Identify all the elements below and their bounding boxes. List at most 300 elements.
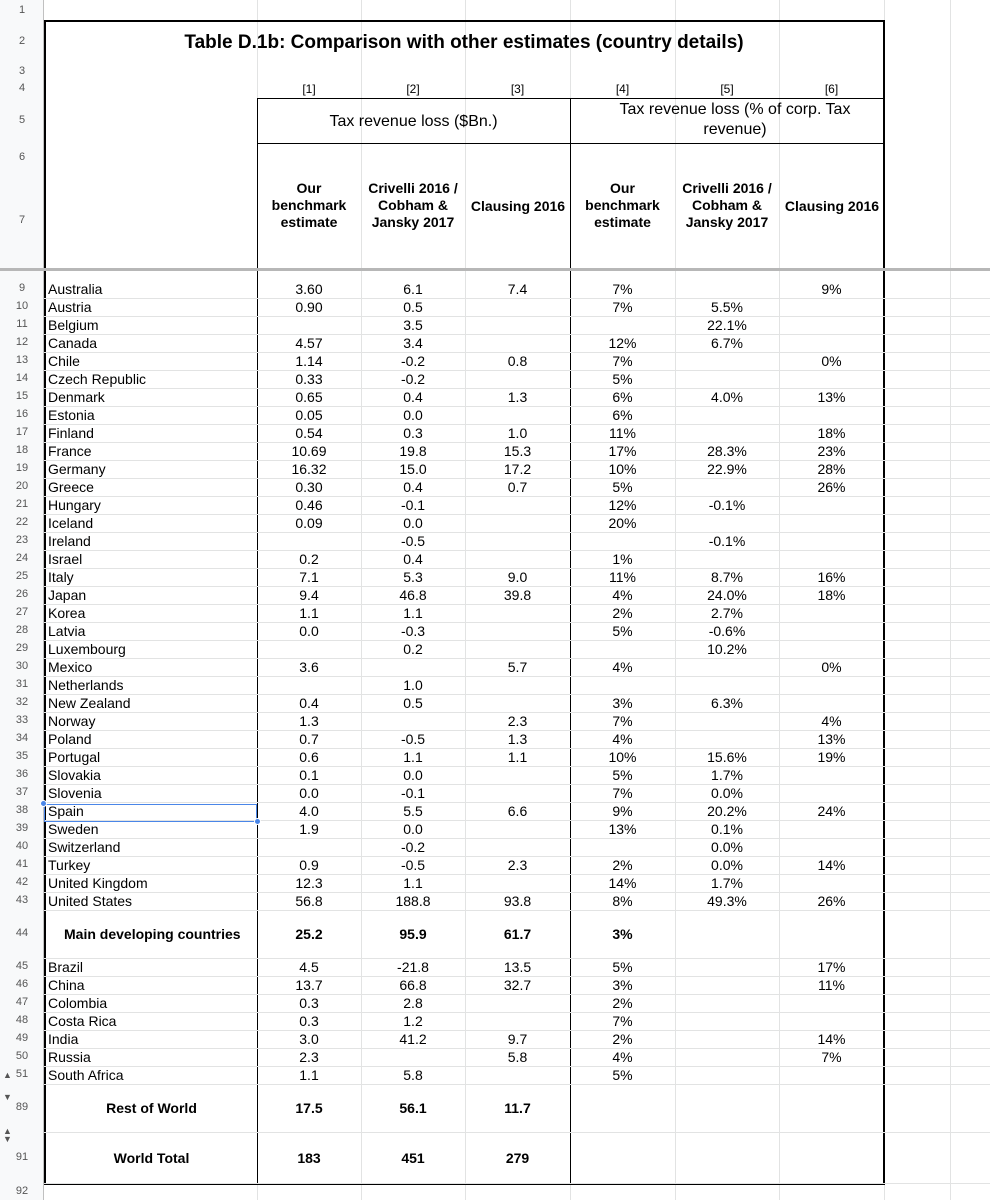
table-cell[interactable]: 22.9% <box>707 461 747 477</box>
table-cell[interactable]: 451 <box>401 1149 425 1166</box>
row-label[interactable]: Hungary <box>48 497 101 513</box>
grid-line <box>44 370 990 371</box>
table-cell[interactable]: -0.1% <box>708 533 746 549</box>
collapse-rows-icon[interactable]: ▲ <box>3 1070 12 1080</box>
table-cell[interactable]: 20% <box>608 515 637 531</box>
table-cell[interactable]: 0.65 <box>295 389 323 405</box>
table-cell[interactable]: -0.6% <box>708 623 746 639</box>
table-cell[interactable]: 2% <box>612 995 633 1011</box>
row-number[interactable]: 49 <box>15 1032 29 1044</box>
row-label[interactable]: Poland <box>48 731 92 747</box>
table-cell[interactable]: 5% <box>612 623 633 639</box>
table-cell[interactable]: 0.0 <box>403 407 423 423</box>
row-number[interactable]: 51 <box>15 1068 29 1080</box>
table-cell[interactable]: 3% <box>612 695 633 711</box>
table-cell[interactable]: -0.3 <box>400 623 426 639</box>
row-number[interactable]: 23 <box>15 534 29 546</box>
row-label[interactable]: Israel <box>48 551 83 567</box>
row-label[interactable]: Netherlands <box>48 677 124 693</box>
table-cell[interactable]: 3.5 <box>403 317 423 333</box>
row-label[interactable]: South Africa <box>48 1067 124 1083</box>
row-number[interactable]: 33 <box>15 714 29 726</box>
table-cell[interactable]: 0.3 <box>299 995 319 1011</box>
table-cell[interactable]: 0.46 <box>295 497 323 513</box>
table-cell[interactable]: 1.1 <box>507 749 528 765</box>
row-label[interactable]: World Total <box>113 1149 190 1166</box>
row-number[interactable]: 20 <box>15 480 29 492</box>
table-cell[interactable]: 0.5 <box>403 299 423 315</box>
table-cell[interactable]: 0.0 <box>299 623 319 639</box>
table-cell[interactable]: 17% <box>817 959 846 975</box>
table-cell[interactable]: 19% <box>817 749 846 765</box>
table-cell[interactable]: 4% <box>612 731 633 747</box>
row-number[interactable]: 43 <box>15 894 29 906</box>
table-cell[interactable]: 9.0 <box>507 569 528 585</box>
row-label[interactable]: Mexico <box>48 659 93 675</box>
row-number[interactable]: 35 <box>15 750 29 762</box>
table-cell[interactable]: 10% <box>608 749 637 765</box>
table-cell[interactable]: 13.5 <box>503 959 532 975</box>
row-label[interactable]: New Zealand <box>48 695 131 711</box>
table-cell[interactable]: 5.8 <box>507 1049 528 1065</box>
table-cell[interactable]: 17% <box>608 443 637 459</box>
row-number[interactable]: 18 <box>15 444 29 456</box>
col-number: [2] <box>406 82 420 96</box>
table-cell[interactable]: 10.69 <box>291 443 327 459</box>
table-cell[interactable]: 1.0 <box>507 425 528 441</box>
row-number[interactable]: 36 <box>15 768 29 780</box>
row-label[interactable]: Canada <box>48 335 98 351</box>
row-label[interactable]: Sweden <box>48 821 99 837</box>
table-cell[interactable]: 12.3 <box>295 875 323 891</box>
row-number[interactable]: 48 <box>15 1014 29 1026</box>
row-number[interactable]: 40 <box>15 840 29 852</box>
table-cell[interactable]: 49.3% <box>707 893 747 909</box>
table-cell[interactable]: 25.2 <box>295 926 323 942</box>
table-cell[interactable]: 32.7 <box>503 977 532 993</box>
table-cell[interactable]: 0.0% <box>711 857 743 873</box>
table-cell[interactable]: 6.6 <box>507 803 528 819</box>
table-cell[interactable]: 0.4 <box>403 479 423 495</box>
table-cell[interactable]: 5% <box>612 479 633 495</box>
table-cell[interactable]: 7% <box>612 281 633 297</box>
table-cell[interactable]: 1.3 <box>507 731 528 747</box>
table-cell[interactable]: 7% <box>821 1049 842 1065</box>
row-label[interactable]: India <box>48 1031 79 1047</box>
row-label[interactable]: Luxembourg <box>48 641 126 657</box>
table-cell[interactable]: -0.2 <box>400 371 426 387</box>
table-cell[interactable]: 1% <box>612 551 633 567</box>
row-number[interactable]: 24 <box>15 552 29 564</box>
table-cell[interactable]: 14% <box>817 857 846 873</box>
table-cell[interactable]: 4% <box>612 1049 633 1065</box>
row-number[interactable]: 4 <box>18 82 26 94</box>
table-cell[interactable]: 3.6 <box>299 659 319 675</box>
table-cell[interactable]: 95.9 <box>399 926 427 942</box>
table-cell[interactable]: 56.8 <box>295 893 323 909</box>
row-number[interactable]: 1 <box>18 4 26 16</box>
table-cell[interactable]: 0.4 <box>299 695 319 711</box>
table-cell[interactable]: 5% <box>612 371 633 387</box>
row-number[interactable]: 17 <box>15 426 29 438</box>
row-number[interactable]: 50 <box>15 1050 29 1062</box>
table-cell[interactable]: 6.1 <box>403 281 423 297</box>
table-cell[interactable]: 46.8 <box>399 587 427 603</box>
col-header: Clausing 2016 <box>784 198 880 214</box>
collapse-rows-icon[interactable]: ▲ <box>3 1126 12 1136</box>
table-cell[interactable]: 0% <box>821 353 842 369</box>
table-cell[interactable]: 0.9 <box>299 857 319 873</box>
row-label[interactable]: Brazil <box>48 959 84 975</box>
table-cell[interactable]: 0.7 <box>299 731 319 747</box>
table-cell[interactable]: 15.0 <box>399 461 427 477</box>
selected-cell-range[interactable] <box>44 804 257 822</box>
table-cell[interactable]: 5.8 <box>403 1067 423 1083</box>
row-number[interactable]: 11 <box>16 318 28 330</box>
table-cell[interactable]: 4% <box>612 659 633 675</box>
table-cell[interactable]: -0.5 <box>400 731 426 747</box>
table-cell[interactable]: -0.2 <box>400 353 426 369</box>
table-cell[interactable]: 0% <box>821 659 842 675</box>
table-cell[interactable]: 279 <box>505 1149 530 1166</box>
table-cell[interactable]: 6.7% <box>711 335 743 351</box>
row-label[interactable]: Iceland <box>48 515 94 531</box>
row-label[interactable]: Colombia <box>48 995 108 1011</box>
expand-rows-icon[interactable]: ▼ <box>3 1134 12 1144</box>
table-cell[interactable]: 66.8 <box>399 977 427 993</box>
row-number[interactable]: 42 <box>15 876 29 888</box>
row-number[interactable]: 91 <box>15 1150 29 1163</box>
row-number[interactable]: 9 <box>18 282 26 294</box>
table-cell[interactable]: 0.1% <box>711 821 743 837</box>
table-cell[interactable]: 0.8 <box>507 353 528 369</box>
table-cell[interactable]: 0.0 <box>403 515 423 531</box>
row-number[interactable]: 19 <box>15 462 29 474</box>
row-number[interactable]: 26 <box>15 588 29 600</box>
table-cell[interactable]: 2.8 <box>403 995 423 1011</box>
table-cell[interactable]: 188.8 <box>395 893 431 909</box>
row-label[interactable]: Chile <box>48 353 80 369</box>
table-cell[interactable]: 93.8 <box>503 893 532 909</box>
frozen-pane-divider[interactable] <box>0 268 990 271</box>
table-cell[interactable]: 0.3 <box>403 425 423 441</box>
row-label[interactable]: Korea <box>48 605 86 621</box>
row-label[interactable]: Spain <box>48 803 84 819</box>
table-cell[interactable]: 6.3% <box>711 695 743 711</box>
table-cell[interactable]: 5% <box>612 959 633 975</box>
table-cell[interactable]: 20.2% <box>707 803 747 819</box>
table-cell[interactable]: 0.54 <box>295 425 323 441</box>
table-cell[interactable]: 24% <box>817 803 846 819</box>
table-cell[interactable]: 17.2 <box>503 461 532 477</box>
grid-line <box>44 910 990 911</box>
row-number[interactable]: 34 <box>15 732 29 744</box>
table-cell[interactable]: 26% <box>817 479 846 495</box>
table-cell[interactable]: 9.4 <box>299 587 319 603</box>
table-cell[interactable]: 1.1 <box>403 875 423 891</box>
row-label[interactable]: Japan <box>48 587 87 603</box>
table-cell[interactable]: 19.8 <box>399 443 427 459</box>
table-cell[interactable]: 24.0% <box>707 587 747 603</box>
table-cell[interactable]: 4% <box>612 587 633 603</box>
table-cell[interactable]: 0.4 <box>403 551 423 567</box>
table-cell[interactable]: 5% <box>612 767 633 783</box>
row-number[interactable]: 10 <box>15 300 29 312</box>
table-cell[interactable]: 0.0 <box>403 821 423 837</box>
table-cell[interactable]: 3.4 <box>403 335 423 351</box>
table-cell[interactable]: 39.8 <box>503 587 532 603</box>
selection-handle[interactable] <box>254 818 261 825</box>
row-number[interactable]: 6 <box>18 151 26 163</box>
row-number[interactable]: 28 <box>15 624 29 636</box>
grid-line <box>44 298 990 299</box>
table-cell[interactable]: 0.3 <box>299 1013 319 1029</box>
table-cell[interactable]: 28% <box>817 461 846 477</box>
table-cell[interactable]: 5% <box>612 1067 633 1083</box>
table-cell[interactable]: 2.3 <box>507 713 528 729</box>
table-cell[interactable]: 11% <box>609 569 636 585</box>
table-cell[interactable]: 41.2 <box>399 1031 427 1047</box>
row-label[interactable]: Slovenia <box>48 785 102 801</box>
table-cell[interactable]: 0.05 <box>295 407 323 423</box>
table-cell[interactable]: 6% <box>612 389 633 405</box>
table-cell[interactable]: 18% <box>817 425 846 441</box>
table-cell[interactable]: 0.0 <box>299 785 319 801</box>
row-number[interactable]: 30 <box>15 660 29 672</box>
row-number[interactable]: 31 <box>15 678 29 690</box>
row-number[interactable]: 27 <box>15 606 29 618</box>
row-label[interactable]: Estonia <box>48 407 95 423</box>
table-cell[interactable]: 3.0 <box>299 1031 319 1047</box>
table-cell[interactable]: 7% <box>612 785 633 801</box>
table-cell[interactable]: 56.1 <box>399 1100 427 1116</box>
table-cell[interactable]: 1.14 <box>295 353 323 369</box>
table-cell[interactable]: 7% <box>612 299 633 315</box>
row-number[interactable]: 13 <box>15 354 29 366</box>
table-cell[interactable]: 6% <box>612 407 633 423</box>
table-cell[interactable]: 11.7 <box>504 1100 531 1116</box>
row-label[interactable]: Greece <box>48 479 94 495</box>
row-label[interactable]: France <box>48 443 92 459</box>
table-cell[interactable]: 3.60 <box>295 281 323 297</box>
row-number[interactable]: 92 <box>15 1185 29 1197</box>
table-cell[interactable]: 8.7% <box>711 569 743 585</box>
table-cell[interactable]: 22.1% <box>707 317 747 333</box>
table-cell[interactable]: 7.4 <box>507 281 528 297</box>
row-number[interactable]: 45 <box>15 960 29 972</box>
table-cell[interactable]: 7% <box>612 1013 633 1029</box>
table-cell[interactable]: 1.1 <box>403 749 423 765</box>
grid-line <box>44 838 990 839</box>
table-cell[interactable]: 0.0% <box>711 839 743 855</box>
table-cell[interactable]: 0.7 <box>507 479 528 495</box>
table-cell[interactable]: 1.1 <box>403 605 423 621</box>
row-number[interactable]: 29 <box>15 642 29 654</box>
table-cell[interactable]: 10.2% <box>707 641 747 657</box>
table-cell[interactable]: 0.6 <box>299 749 319 765</box>
row-number[interactable]: 41 <box>15 858 29 870</box>
table-cell[interactable]: 1.1 <box>299 605 319 621</box>
table-cell[interactable]: -0.5 <box>400 857 426 873</box>
table-cell[interactable]: 183 <box>297 1149 321 1166</box>
row-label[interactable]: Ireland <box>48 533 91 549</box>
table-cell[interactable]: -0.1 <box>400 497 426 513</box>
table-cell[interactable]: 4.0 <box>299 803 319 819</box>
table-cell[interactable]: 7.1 <box>299 569 319 585</box>
table-cell[interactable]: 7% <box>612 713 633 729</box>
table-cell[interactable]: 0.4 <box>403 389 423 405</box>
row-number[interactable]: 2 <box>18 35 26 47</box>
table-cell[interactable]: -0.5 <box>400 533 426 549</box>
table-cell[interactable]: 5.5 <box>403 803 423 819</box>
row-number[interactable]: 22 <box>15 516 29 528</box>
table-cell[interactable]: 0.1 <box>299 767 319 783</box>
table-cell[interactable]: 3% <box>612 977 633 993</box>
row-label[interactable]: Norway <box>48 713 96 729</box>
row-number[interactable]: 16 <box>15 408 29 420</box>
row-label[interactable]: Australia <box>48 281 103 297</box>
row-number[interactable]: 37 <box>15 786 29 798</box>
row-number[interactable]: 39 <box>15 822 29 834</box>
table-cell[interactable]: 2.7% <box>711 605 743 621</box>
row-label[interactable]: Rest of World <box>106 1100 197 1116</box>
table-cell[interactable]: 28.3% <box>707 443 747 459</box>
table-cell[interactable]: 1.3 <box>299 713 319 729</box>
table-cell[interactable]: 1.7% <box>711 875 743 891</box>
row-label[interactable]: Denmark <box>48 389 105 405</box>
row-label[interactable]: Czech Republic <box>48 371 147 387</box>
table-cell[interactable]: 15.3 <box>503 443 532 459</box>
table-cell[interactable]: 0.0 <box>403 767 423 783</box>
table-cell[interactable]: 0.2 <box>299 551 319 567</box>
table-cell[interactable]: 11% <box>818 977 845 993</box>
table-cell[interactable]: 0.2 <box>403 641 423 657</box>
row-number[interactable]: 3 <box>18 65 26 77</box>
table-cell[interactable]: 2.3 <box>299 1049 319 1065</box>
table-cell[interactable]: 5.3 <box>403 569 423 585</box>
row-label[interactable]: Switzerland <box>48 839 121 855</box>
table-cell[interactable]: 9.7 <box>507 1031 528 1047</box>
table-cell[interactable]: 3% <box>612 926 633 942</box>
row-number[interactable]: 44 <box>15 927 29 939</box>
table-cell[interactable]: 13% <box>608 821 637 837</box>
table-cell[interactable]: 4.57 <box>295 335 323 351</box>
table-cell[interactable]: 13% <box>817 731 846 747</box>
row-label[interactable]: China <box>48 977 85 993</box>
row-label[interactable]: Germany <box>48 461 106 477</box>
row-number[interactable]: 38 <box>15 804 29 816</box>
table-cell[interactable]: -0.1% <box>708 497 746 513</box>
table-cell[interactable]: 26% <box>817 893 846 909</box>
table-cell[interactable]: 16.32 <box>291 461 327 477</box>
table-cell[interactable]: 13.7 <box>295 977 323 993</box>
row-label[interactable]: Costa Rica <box>48 1013 117 1029</box>
table-cell[interactable]: 12% <box>608 335 637 351</box>
row-label[interactable]: Slovakia <box>48 767 101 783</box>
table-cell[interactable]: 5.5% <box>711 299 743 315</box>
row-label[interactable]: Austria <box>48 299 92 315</box>
table-cell[interactable]: 15.6% <box>707 749 747 765</box>
row-label[interactable]: United Kingdom <box>48 875 148 891</box>
row-label[interactable]: Belgium <box>48 317 99 333</box>
row-label[interactable]: Turkey <box>48 857 91 873</box>
table-cell[interactable]: 18% <box>817 587 846 603</box>
row-label[interactable]: Latvia <box>48 623 86 639</box>
table-cell[interactable]: 23% <box>817 443 846 459</box>
table-cell[interactable]: 4.5 <box>299 959 319 975</box>
table-cell[interactable]: 14% <box>817 1031 846 1047</box>
table-cell[interactable]: 1.1 <box>299 1067 319 1083</box>
row-label[interactable]: Finland <box>48 425 94 441</box>
table-cell[interactable]: 1.3 <box>507 389 528 405</box>
row-label[interactable]: Main developing countries <box>64 926 241 942</box>
table-cell[interactable]: 2% <box>612 605 633 621</box>
row-number[interactable]: 15 <box>15 390 29 402</box>
row-number[interactable]: 32 <box>15 696 29 708</box>
table-cell[interactable]: 14% <box>608 875 637 891</box>
row-number[interactable]: 89 <box>15 1101 29 1113</box>
table-cell[interactable]: 16% <box>817 569 846 585</box>
row-label[interactable]: Russia <box>48 1049 91 1065</box>
row-number[interactable]: 21 <box>15 498 29 510</box>
table-cell[interactable]: 0.30 <box>295 479 323 495</box>
table-cell[interactable]: 13% <box>817 389 846 405</box>
row-number[interactable]: 25 <box>15 570 29 582</box>
table-cell[interactable]: 10% <box>608 461 637 477</box>
row-number[interactable]: 12 <box>15 336 29 348</box>
table-cell[interactable]: 12% <box>608 497 637 513</box>
table-cell[interactable]: -21.8 <box>397 959 429 975</box>
row-label[interactable]: Portugal <box>48 749 101 765</box>
table-cell[interactable]: 7% <box>612 353 633 369</box>
table-cell[interactable]: 4% <box>821 713 842 729</box>
table-cell[interactable]: -0.2 <box>400 839 426 855</box>
table-cell[interactable]: 5.7 <box>507 659 528 675</box>
table-cell[interactable]: 9% <box>612 803 633 819</box>
expand-rows-icon[interactable]: ▼ <box>3 1092 12 1102</box>
row-number[interactable]: 47 <box>15 996 29 1008</box>
table-cell[interactable]: 0.33 <box>295 371 323 387</box>
col-number: [6] <box>824 82 839 96</box>
row-number[interactable]: 5 <box>18 114 26 126</box>
table-cell[interactable]: 0.09 <box>295 515 323 531</box>
row-label[interactable]: Italy <box>48 569 74 585</box>
row-number[interactable]: 14 <box>15 372 29 384</box>
table-cell[interactable]: -0.1 <box>400 785 426 801</box>
table-cell[interactable]: 8% <box>612 893 633 909</box>
row-label[interactable]: United States <box>48 893 133 909</box>
table-cell[interactable]: 9% <box>821 281 842 297</box>
table-cell[interactable]: 1.0 <box>403 677 423 693</box>
table-cell[interactable]: 1.9 <box>299 821 319 837</box>
table-cell[interactable]: 17.5 <box>295 1100 323 1116</box>
row-number[interactable]: 46 <box>15 978 29 990</box>
row-number[interactable]: 7 <box>18 214 26 226</box>
table-cell[interactable]: 2.3 <box>507 857 528 873</box>
table-cell[interactable]: 0.90 <box>295 299 323 315</box>
table-cell[interactable]: 0.0% <box>711 785 743 801</box>
table-cell[interactable]: 0.5 <box>403 695 423 711</box>
table-cell[interactable]: 2% <box>612 857 633 873</box>
table-cell[interactable]: 2% <box>612 1031 633 1047</box>
table-cell[interactable]: 1.2 <box>403 1013 423 1029</box>
table-cell[interactable]: 1.7% <box>711 767 743 783</box>
grid-line <box>950 0 951 1200</box>
table-cell[interactable]: 4.0% <box>711 389 743 405</box>
selection-handle[interactable] <box>40 800 47 807</box>
table-cell[interactable]: 11% <box>609 425 636 441</box>
table-cell[interactable]: 61.7 <box>503 926 532 942</box>
